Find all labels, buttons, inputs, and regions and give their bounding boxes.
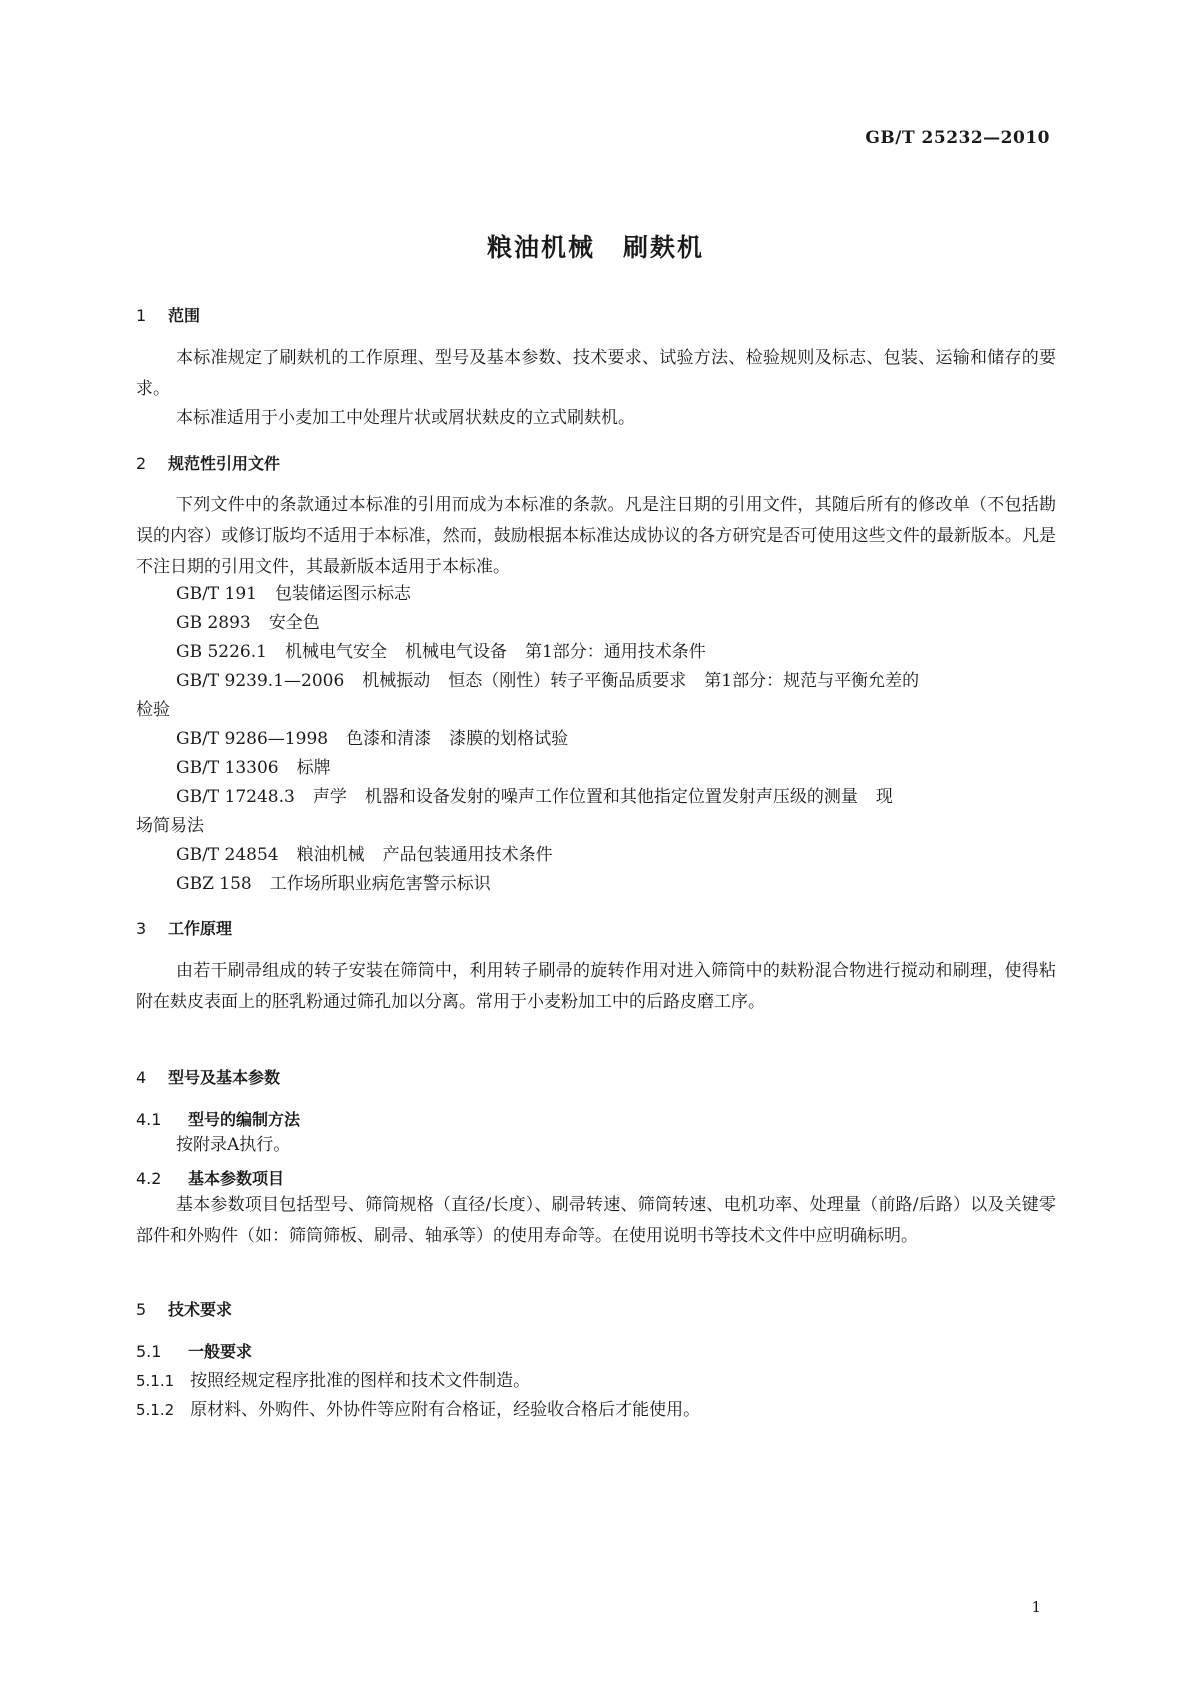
section-number: 5 xyxy=(136,1300,147,1319)
reference-code: GB 2893 xyxy=(176,613,251,633)
section-3-heading xyxy=(136,916,232,939)
reference-item xyxy=(176,869,491,894)
section-title: 范围 xyxy=(168,306,201,325)
section-1-heading xyxy=(136,303,200,326)
reference-continuation: 检验 xyxy=(136,700,170,720)
subsection-4-1-heading xyxy=(136,1107,300,1130)
reference-title: 色漆和清漆 xyxy=(346,729,432,749)
reference-title-2: 漆膜的划格试验 xyxy=(449,729,569,749)
section-title: 型号及基本参数 xyxy=(168,1068,281,1087)
clause-5-1-2 xyxy=(136,1395,700,1420)
section-number: 5.1 xyxy=(136,1342,162,1361)
subsection-4-2-paragraph: 基本参数项目包括型号、筛筒规格（直径/长度）、刷帚转速、筛筒转速、电机功率、处理量（前路/后路）以及关键零部件和外购件（如：筛筒筛板、刷帚、轴承等）的使用寿命等。在使用说明书等技术文件中应明确标明。 xyxy=(136,1195,1056,1246)
reference-item xyxy=(176,666,919,691)
section-number: 3 xyxy=(136,919,147,938)
section-number: 4 xyxy=(136,1068,147,1087)
section-number: 2 xyxy=(136,454,147,473)
reference-code: GB/T 9239.1—2006 xyxy=(176,671,345,691)
reference-title: 声学 xyxy=(312,787,347,807)
reference-title: 标牌 xyxy=(296,758,331,778)
standard-number: GB/T 25232—2010 xyxy=(865,128,1050,148)
section-title: 规范性引用文件 xyxy=(168,454,281,473)
section-number: 1 xyxy=(136,306,147,325)
section-title: 技术要求 xyxy=(168,1300,233,1319)
reference-code: GB/T 9286—1998 xyxy=(176,729,329,749)
clause-5-1-1 xyxy=(136,1366,530,1391)
clause-number: 5.1.2 xyxy=(136,1401,175,1419)
reference-title: 工作场所职业病危害警示标识 xyxy=(269,874,491,894)
reference-title-2: 产品包装通用技术条件 xyxy=(382,845,553,865)
section-number: 4.2 xyxy=(136,1169,162,1188)
section-title: 基本参数项目 xyxy=(188,1169,285,1188)
document-title xyxy=(0,228,1191,264)
section-3-paragraph-1: 由若干刷帚组成的转子安装在筛筒中，利用转子刷帚的旋转作用对进入筛筒中的麸粉混合物进行搅动和刷理，使得粘附在麸皮表面上的胚乳粉通过筛孔加以分离。常用于小麦粉加工中的后路皮磨工序。 xyxy=(136,961,1056,1012)
title-part-2: 刷麸机 xyxy=(623,233,705,262)
section-5-heading xyxy=(136,1297,232,1320)
title-part-1: 粮油机械 xyxy=(486,233,595,262)
reference-item xyxy=(176,782,893,807)
reference-title-2: 恒态（刚性）转子平衡品质要求 xyxy=(448,671,687,691)
page-number: 1 xyxy=(1031,1598,1041,1616)
reference-title-2: 机械电气设备 xyxy=(404,642,507,662)
section-1-paragraph-2: 本标准适用于小麦加工中处理片状或屑状麸皮的立式刷麸机。 xyxy=(176,408,635,428)
section-number: 4.1 xyxy=(136,1110,162,1129)
reference-item xyxy=(176,840,553,865)
reference-item xyxy=(176,637,706,662)
reference-title: 粮油机械 xyxy=(296,845,365,865)
reference-title-3: 第1部分：通用技术条件 xyxy=(524,642,706,662)
reference-title: 安全色 xyxy=(268,613,320,633)
section-title: 一般要求 xyxy=(188,1342,253,1361)
reference-code: GB 5226.1 xyxy=(176,642,267,662)
subsection-4-2-heading xyxy=(136,1166,284,1189)
reference-title-3: 现 xyxy=(875,787,893,807)
reference-code: GBZ 158 xyxy=(176,874,252,894)
reference-continuation: 场简易法 xyxy=(136,816,204,836)
section-2-paragraph-1: 下列文件中的条款通过本标准的引用而成为本标准的条款。凡是注日期的引用文件，其随后所有的修改单（不包括勘误的内容）或修订版均不适用于本标准，然而，鼓励根据本标准达成协议的各方研究是否可使用这些文件的最新版本。凡是不注日期的引用文件，其最新版本适用于本标准。 xyxy=(136,495,1056,577)
reference-code: GB/T 191 xyxy=(176,584,257,604)
reference-title: 包装储运图示标志 xyxy=(275,584,411,604)
subsection-4-1-paragraph: 按附录A执行。 xyxy=(176,1135,291,1155)
reference-title: 机械电气安全 xyxy=(284,642,387,662)
section-4-heading xyxy=(136,1065,280,1088)
section-title: 型号的编制方法 xyxy=(188,1110,301,1129)
section-1-paragraph-1: 本标准规定了刷麸机的工作原理、型号及基本参数、技术要求、试验方法、检验规则及标志、包装、运输和储存的要求。 xyxy=(136,348,1056,399)
section-2-heading xyxy=(136,451,280,474)
reference-item xyxy=(176,753,331,778)
reference-title: 机械振动 xyxy=(362,671,431,691)
reference-code: GB/T 13306 xyxy=(176,758,279,778)
reference-item xyxy=(176,579,411,604)
reference-code: GB/T 24854 xyxy=(176,845,279,865)
subsection-5-1-heading xyxy=(136,1339,252,1362)
clause-number: 5.1.1 xyxy=(136,1372,175,1390)
reference-code: GB/T 17248.3 xyxy=(176,787,295,807)
reference-item xyxy=(176,724,568,749)
clause-text: 原材料、外购件、外协件等应附有合格证，经验收合格后才能使用。 xyxy=(190,1400,701,1420)
reference-item xyxy=(176,608,320,633)
section-title: 工作原理 xyxy=(168,919,233,938)
reference-title-3: 第1部分：规范与平衡允差的 xyxy=(704,671,920,691)
reference-title-2: 机器和设备发射的噪声工作位置和其他指定位置发射声压级的测量 xyxy=(364,787,858,807)
clause-text: 按照经规定程序批准的图样和技术文件制造。 xyxy=(190,1371,531,1391)
